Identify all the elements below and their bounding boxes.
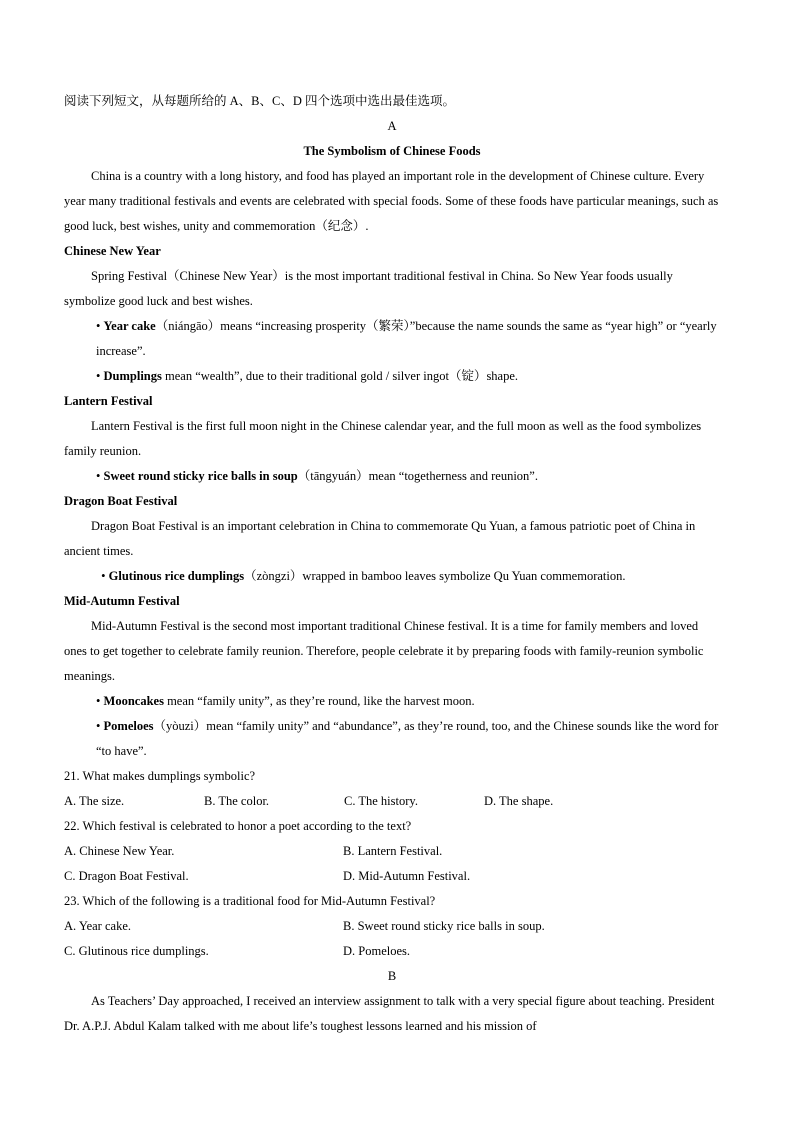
section-heading: Mid-Autumn Festival	[64, 594, 180, 608]
section-text: Spring Festival（Chinese New Year）is the most important traditional festival in China. So New Year foods usually symbolize good luck and best wishes.	[64, 269, 673, 308]
option-a: A. Chinese New Year.	[64, 844, 175, 858]
option-c: C. Glutinous rice dumplings.	[64, 944, 209, 958]
food-term: Glutinous rice dumplings	[108, 569, 245, 583]
option-c: C. Dragon Boat Festival.	[64, 869, 189, 883]
food-bullet: • Sweet round sticky rice balls in soup（tāngyuán）mean “togetherness and reunion”.	[96, 469, 538, 483]
instruction: 阅读下列短文，从每题所给的 A、B、C、D 四个选项中选出最佳选项。	[64, 94, 455, 108]
section-text: Lantern Festival is the first full moon night in the Chinese calendar year, and the full moon as well as the food symbolizes family reunion.	[64, 419, 702, 458]
option-a: A. The size.	[64, 794, 125, 808]
question-options	[64, 789, 720, 814]
question-options	[64, 839, 720, 864]
food-term: Mooncakes	[103, 694, 164, 708]
food-description: mean “family unity”, as they’re round, like the harvest moon.	[163, 694, 475, 708]
question-stem: 21. What makes dumplings symbolic?	[64, 769, 256, 783]
food-description: （yòuzi）mean “family unity” and “abundance”, as they’re round, too, and the Chinese sounds like the word for “to have”.	[96, 719, 719, 758]
food-term: Dumplings	[103, 369, 162, 383]
food-bullet: • Pomeloes（yòuzi）mean “family unity” and “abundance”, as they’re round, too, and the Chinese sounds like the word for “to have”.	[96, 719, 719, 758]
question-stem: 23. Which of the following is a traditional food for Mid-Autumn Festival?	[64, 894, 436, 908]
option-c: C. The history.	[344, 794, 418, 808]
option-a: A. Year cake.	[64, 919, 131, 933]
food-bullet: • Glutinous rice dumplings（zòngzi）wrapped in bamboo leaves symbolize Qu Yuan commemoration.	[98, 569, 626, 583]
question-options	[64, 939, 720, 964]
question-stem: 22. Which festival is celebrated to honor a poet according to the text?	[64, 819, 412, 833]
passage-b-label: B	[387, 969, 397, 983]
question-options	[64, 864, 720, 889]
food-bullet: • Mooncakes mean “family unity”, as they’re round, like the harvest moon.	[96, 694, 475, 708]
food-term: Pomeloes	[103, 719, 154, 733]
option-d: D. The shape.	[484, 794, 554, 808]
passage-a-intro: China is a country with a long history, and food has played an important role in the development of Chinese culture. Every year many traditional festivals and events are celebrated with special foods. Some of these foods have particular meanings, such as good luck, best wishes, unity and commemoration（纪念）.	[64, 169, 719, 233]
food-term: Sweet round sticky rice balls in soup	[103, 469, 298, 483]
section-text: Dragon Boat Festival is an important celebration in China to commemorate Qu Yuan, a famous patriotic poet of China in ancient times.	[64, 519, 696, 558]
food-bullet: • Year cake（niángāo）means “increasing prosperity（繁荣）”because the name sounds the same as “year high” or “yearly increase”.	[96, 319, 717, 358]
option-b: B. The color.	[204, 794, 270, 808]
food-description: mean “wealth”, due to their traditional gold / silver ingot（锭）shape.	[161, 369, 519, 383]
food-term: Year cake	[103, 319, 156, 333]
passage-a-label: A	[387, 119, 397, 133]
option-b: B. Sweet round sticky rice balls in soup.	[343, 919, 545, 933]
food-description: （niángāo）means “increasing prosperity（繁荣）”because the name sounds the same as “year high” or “yearly increase”.	[96, 319, 717, 358]
question-options	[64, 914, 720, 939]
section-text: Mid-Autumn Festival is the second most important traditional Chinese festival. It is a time for family members and loved ones to get together to celebrate family reunion. Therefore, people celebrate it by preparing foods with family-reunion symbolic meanings.	[64, 619, 704, 683]
passage-a-title: The Symbolism of Chinese Foods	[303, 144, 481, 158]
food-bullet: • Dumplings mean “wealth”, due to their traditional gold / silver ingot（锭）shape.	[96, 369, 519, 383]
option-d: D. Pomeloes.	[343, 944, 411, 958]
food-description: （tāngyuán）mean “togetherness and reunion”.	[297, 469, 538, 483]
option-b: B. Lantern Festival.	[343, 844, 443, 858]
passage-b-text: As Teachers’ Day approached, I received an interview assignment to talk with a very special figure about teaching. President Dr. A.P.J. Abdul Kalam talked with me about life’s toughest lessons learned and his mission of	[64, 994, 715, 1033]
section-heading: Lantern Festival	[64, 394, 153, 408]
option-d: D. Mid-Autumn Festival.	[343, 869, 471, 883]
section-heading: Dragon Boat Festival	[64, 494, 178, 508]
food-description: （zòngzi）wrapped in bamboo leaves symbolize Qu Yuan commemoration.	[244, 569, 626, 583]
section-heading: Chinese New Year	[64, 244, 161, 258]
